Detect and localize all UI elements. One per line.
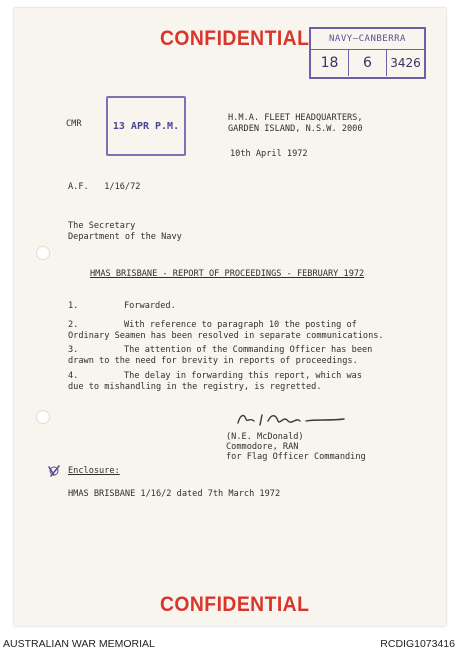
registry-stamp-number: 3426 [390,56,421,70]
addressee-line2: Department of the Navy [68,232,182,242]
registry-stamp-month: 6 [349,50,387,76]
paragraph-text: due to mishandling in the registry, is regretted. [68,382,322,392]
punch-hole [36,246,50,260]
signatory-rank: Commodore, RAN [226,442,299,452]
archive-name: AUSTRALIAN WAR MEMORIAL [3,638,155,650]
registry-stamp [309,27,426,79]
punch-hole [36,410,50,424]
paragraph-text: drawn to the need for brevity in reports of proceedings. [68,356,358,366]
reference-number: A.F. 1/16/72 [68,182,141,192]
letterhead-line1: H.M.A. FLEET HEADQUARTERS, [228,113,363,123]
registry-stamp-title: NAVY—CANBERRA [311,29,424,50]
signatory-on-behalf: for Flag Officer Commanding [226,452,366,462]
letter-date: 10th April 1972 [230,149,308,159]
paragraph-number: 3. [68,345,79,355]
paragraph-text: The attention of the Commanding Officer has been [124,345,373,355]
handwritten-signature [232,409,352,429]
paragraph-number: 1. [68,301,79,311]
enclosure-label: Enclosure: [68,466,120,476]
cmr-mark: CMR [66,119,82,129]
paragraph-text: Forwarded. [124,301,176,311]
tick-mark-icon [47,465,61,477]
paragraph-text: The delay in forwarding this report, which was [124,371,362,381]
archive-footer [0,636,459,653]
classification-header: CONFIDENTIAL [160,27,310,50]
classification-footer: CONFIDENTIAL [160,593,310,616]
paragraph-number: 4. [68,371,79,381]
received-date-stamp [106,96,186,156]
addressee-line1: The Secretary [68,221,136,231]
paragraph-number: 2. [68,320,79,330]
registry-stamp-day: 18 [311,50,349,76]
enclosure-item: HMAS BRISBANE 1/16/2 dated 7th March 1972 [68,489,281,499]
archive-record-id: RCDIG1073416 [380,638,455,650]
subject-line: HMAS BRISBANE - REPORT OF PROCEEDINGS - FEBRUARY 1972 [90,269,365,279]
document-page [14,8,446,626]
signatory-name: (N.E. McDonald) [226,432,304,442]
received-date-text: 13 APR P.M. [112,120,180,132]
letterhead-line2: GARDEN ISLAND, N.S.W. 2000 [228,124,363,134]
paragraph-text: Ordinary Seamen has been resolved in separate communications. [68,331,384,341]
paragraph-text: With reference to paragraph 10 the posting of [124,320,357,330]
